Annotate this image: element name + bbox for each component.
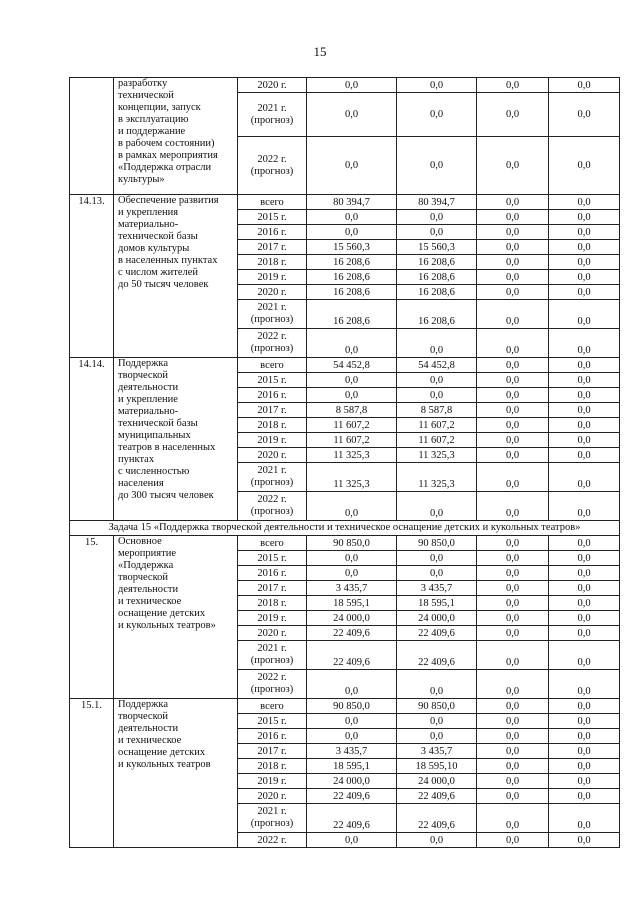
value-cell: 11 607,2 [307, 433, 397, 448]
task-row [70, 521, 620, 536]
value-cell: 0,0 [477, 774, 549, 789]
item-name-line: творческой [118, 370, 169, 381]
value-cell: 0,0 [549, 804, 620, 833]
value-cell: 11 325,3 [397, 448, 477, 463]
value-cell: 0,0 [477, 373, 549, 388]
value-cell: 24 000,0 [307, 774, 397, 789]
item-name-line: с числом жителей [118, 267, 199, 278]
item-name-line: муниципальных [118, 430, 191, 441]
table-row [70, 699, 620, 714]
value-cell: 0,0 [549, 373, 620, 388]
item-name-line: оснащение детских [118, 747, 206, 758]
value-cell: 16 208,6 [307, 270, 397, 285]
value-cell: 16 208,6 [397, 255, 477, 270]
value-cell: 0,0 [397, 329, 477, 358]
value-cell: 0,0 [549, 418, 620, 433]
value-cell: 16 208,6 [307, 300, 397, 329]
item-name-line: «Поддержка [118, 560, 174, 571]
item-name-line: в населенных пунктах [118, 255, 218, 266]
item-name-line: домов культуры [118, 243, 190, 254]
value-cell: 0,0 [549, 388, 620, 403]
value-cell: 0,0 [477, 566, 549, 581]
item-name [114, 78, 238, 195]
value-cell: 0,0 [477, 403, 549, 418]
item-name-line: технической базы [118, 231, 198, 242]
item-name-line: и техническое [118, 596, 182, 607]
year-cell: 2020 г. [238, 789, 307, 804]
value-cell: 0,0 [397, 729, 477, 744]
value-cell: 0,0 [307, 551, 397, 566]
value-cell: 0,0 [307, 137, 397, 195]
year-cell: 2018 г. [238, 255, 307, 270]
year-cell: 2019 г. [238, 774, 307, 789]
item-name-line: деятельности [118, 382, 179, 393]
value-cell: 0,0 [549, 699, 620, 714]
year-cell: 2015 г. [238, 210, 307, 225]
value-cell: 54 452,8 [307, 358, 397, 373]
year-cell: 2019 г. [238, 611, 307, 626]
year-cell: всего [238, 699, 307, 714]
item-name-line: и кукольных театров [118, 759, 211, 770]
year-cell: 2017 г. [238, 744, 307, 759]
item-name-line: культуры» [118, 174, 165, 185]
value-cell: 0,0 [477, 744, 549, 759]
value-cell: 0,0 [477, 210, 549, 225]
item-name-line: Обеспечение развития [118, 195, 219, 206]
value-cell: 0,0 [397, 225, 477, 240]
value-cell: 0,0 [549, 285, 620, 300]
value-cell: 0,0 [549, 448, 620, 463]
value-cell: 90 850,0 [397, 536, 477, 551]
item-name-line: и укрепление [118, 394, 178, 405]
year-cell: 2016 г. [238, 388, 307, 403]
value-cell: 0,0 [397, 714, 477, 729]
value-cell: 0,0 [477, 300, 549, 329]
value-cell: 0,0 [549, 300, 620, 329]
value-cell: 0,0 [477, 137, 549, 195]
item-name [114, 195, 238, 358]
value-cell: 80 394,7 [307, 195, 397, 210]
value-cell: 0,0 [477, 418, 549, 433]
year-cell: 2018 г. [238, 759, 307, 774]
year-cell: всего [238, 195, 307, 210]
value-cell: 0,0 [549, 195, 620, 210]
value-cell: 16 208,6 [397, 285, 477, 300]
item-name-line: технической [118, 90, 174, 101]
year-cell: 2019 г. [238, 270, 307, 285]
value-cell: 24 000,0 [397, 774, 477, 789]
item-name [114, 699, 238, 848]
year-cell: 2022 г. (прогноз) [238, 137, 307, 195]
value-cell: 11 607,2 [397, 418, 477, 433]
year-cell: 2016 г. [238, 225, 307, 240]
table-row [70, 358, 620, 373]
value-cell: 0,0 [307, 566, 397, 581]
value-cell: 0,0 [307, 729, 397, 744]
year-cell: 2019 г. [238, 433, 307, 448]
value-cell: 22 409,6 [307, 626, 397, 641]
item-name [114, 536, 238, 699]
value-cell: 0,0 [477, 388, 549, 403]
item-name-line: и поддержание [118, 126, 186, 137]
item-name-line: деятельности [118, 723, 179, 734]
value-cell: 22 409,6 [397, 789, 477, 804]
item-number: 14.14. [70, 358, 114, 521]
value-cell: 0,0 [397, 833, 477, 848]
value-cell: 0,0 [307, 670, 397, 699]
year-cell: 2015 г. [238, 373, 307, 388]
value-cell: 0,0 [549, 433, 620, 448]
value-cell: 0,0 [549, 774, 620, 789]
value-cell: 80 394,7 [397, 195, 477, 210]
value-cell: 0,0 [477, 714, 549, 729]
value-cell: 0,0 [549, 759, 620, 774]
year-cell: 2020 г. [238, 285, 307, 300]
value-cell: 0,0 [477, 433, 549, 448]
value-cell: 0,0 [549, 137, 620, 195]
value-cell: 0,0 [477, 536, 549, 551]
value-cell: 0,0 [477, 255, 549, 270]
item-name-line: в эксплуатацию [118, 114, 189, 125]
value-cell: 0,0 [397, 137, 477, 195]
value-cell: 0,0 [307, 714, 397, 729]
value-cell: 0,0 [307, 373, 397, 388]
value-cell: 0,0 [307, 225, 397, 240]
year-cell: 2015 г. [238, 714, 307, 729]
year-cell: 2021 г. (прогноз) [238, 804, 307, 833]
value-cell: 3 435,7 [307, 581, 397, 596]
year-cell: 2021 г. (прогноз) [238, 463, 307, 492]
value-cell: 11 607,2 [397, 433, 477, 448]
value-cell: 0,0 [549, 270, 620, 285]
value-cell: 0,0 [477, 551, 549, 566]
value-cell: 18 595,10 [397, 759, 477, 774]
value-cell: 0,0 [477, 804, 549, 833]
year-cell: всего [238, 358, 307, 373]
value-cell: 90 850,0 [307, 699, 397, 714]
value-cell: 0,0 [477, 225, 549, 240]
value-cell: 0,0 [397, 78, 477, 93]
item-name-line: оснащение детских [118, 608, 206, 619]
value-cell: 11 325,3 [397, 463, 477, 492]
value-cell: 0,0 [307, 388, 397, 403]
year-cell: 2017 г. [238, 581, 307, 596]
value-cell: 0,0 [477, 448, 549, 463]
value-cell: 0,0 [549, 255, 620, 270]
value-cell: 0,0 [549, 611, 620, 626]
value-cell: 0,0 [477, 729, 549, 744]
value-cell: 0,0 [549, 581, 620, 596]
item-name-line: Основное [118, 536, 162, 547]
item-name-line: «Поддержка отрасли [118, 162, 212, 173]
value-cell: 18 595,1 [307, 759, 397, 774]
value-cell: 0,0 [549, 93, 620, 137]
value-cell: 22 409,6 [307, 641, 397, 670]
value-cell: 0,0 [549, 566, 620, 581]
item-name-line: деятельности [118, 584, 179, 595]
value-cell: 0,0 [397, 210, 477, 225]
year-cell: 2022 г. [238, 833, 307, 848]
item-name-line: с численностью [118, 466, 190, 477]
value-cell: 0,0 [397, 551, 477, 566]
value-cell: 16 208,6 [397, 270, 477, 285]
value-cell: 0,0 [307, 93, 397, 137]
value-cell: 3 435,7 [307, 744, 397, 759]
value-cell: 22 409,6 [307, 804, 397, 833]
value-cell: 0,0 [397, 93, 477, 137]
value-cell: 0,0 [549, 641, 620, 670]
item-name-line: пунктах [118, 454, 155, 465]
value-cell: 15 560,3 [307, 240, 397, 255]
value-cell: 0,0 [549, 463, 620, 492]
value-cell: 0,0 [549, 596, 620, 611]
year-cell: 2018 г. [238, 418, 307, 433]
item-name-line: населения [118, 478, 164, 489]
value-cell: 0,0 [549, 210, 620, 225]
table-row [70, 536, 620, 551]
value-cell: 0,0 [477, 270, 549, 285]
value-cell: 0,0 [477, 833, 549, 848]
value-cell: 0,0 [477, 463, 549, 492]
item-name-line: творческой [118, 711, 169, 722]
value-cell: 0,0 [477, 670, 549, 699]
value-cell: 0,0 [477, 581, 549, 596]
budget-table [69, 77, 620, 848]
year-cell: 2022 г. (прогноз) [238, 329, 307, 358]
item-name-line: и техническое [118, 735, 182, 746]
value-cell: 0,0 [477, 759, 549, 774]
value-cell: 24 000,0 [307, 611, 397, 626]
value-cell: 22 409,6 [397, 626, 477, 641]
value-cell: 0,0 [549, 789, 620, 804]
item-name-line: разработку [118, 78, 168, 89]
value-cell: 0,0 [307, 210, 397, 225]
year-cell: 2021 г. (прогноз) [238, 93, 307, 137]
item-name-line: технической базы [118, 418, 198, 429]
value-cell: 0,0 [549, 833, 620, 848]
item-name-line: Поддержка [118, 699, 168, 710]
item-name-line: до 50 тысяч человек [118, 279, 209, 290]
item-name-line: в рабочем состоянии) [118, 138, 215, 149]
value-cell: 0,0 [477, 78, 549, 93]
value-cell: 15 560,3 [397, 240, 477, 255]
item-number: 15.1. [70, 699, 114, 848]
year-cell: 2020 г. [238, 448, 307, 463]
item-name-line: творческой [118, 572, 169, 583]
item-name-line: мероприятие [118, 548, 176, 559]
value-cell: 18 595,1 [307, 596, 397, 611]
value-cell: 0,0 [307, 329, 397, 358]
item-name-line: и укрепления [118, 207, 179, 218]
value-cell: 11 325,3 [307, 463, 397, 492]
value-cell: 0,0 [549, 744, 620, 759]
value-cell: 0,0 [307, 492, 397, 521]
value-cell: 3 435,7 [397, 744, 477, 759]
value-cell: 0,0 [549, 358, 620, 373]
value-cell: 90 850,0 [397, 699, 477, 714]
value-cell: 0,0 [477, 285, 549, 300]
value-cell: 0,0 [397, 670, 477, 699]
value-cell: 11 325,3 [307, 448, 397, 463]
value-cell: 22 409,6 [307, 789, 397, 804]
value-cell: 24 000,0 [397, 611, 477, 626]
value-cell: 22 409,6 [397, 641, 477, 670]
value-cell: 0,0 [549, 492, 620, 521]
item-number: 15. [70, 536, 114, 699]
item-name-line: в рамках мероприятия [118, 150, 218, 161]
value-cell: 0,0 [477, 626, 549, 641]
year-cell: 2016 г. [238, 729, 307, 744]
value-cell: 0,0 [397, 492, 477, 521]
value-cell: 54 452,8 [397, 358, 477, 373]
item-name [114, 358, 238, 521]
value-cell: 18 595,1 [397, 596, 477, 611]
value-cell: 0,0 [397, 373, 477, 388]
value-cell: 0,0 [477, 789, 549, 804]
year-cell: 2015 г. [238, 551, 307, 566]
value-cell: 0,0 [477, 699, 549, 714]
value-cell: 0,0 [549, 670, 620, 699]
value-cell: 0,0 [477, 240, 549, 255]
value-cell: 0,0 [397, 566, 477, 581]
value-cell: 11 607,2 [307, 418, 397, 433]
value-cell: 0,0 [477, 195, 549, 210]
item-number [70, 78, 114, 195]
year-cell: 2020 г. [238, 78, 307, 93]
value-cell: 0,0 [549, 329, 620, 358]
value-cell: 0,0 [549, 536, 620, 551]
year-cell: 2020 г. [238, 626, 307, 641]
item-name-line: Поддержка [118, 358, 168, 369]
item-name-line: материально- [118, 219, 179, 230]
page-number: 15 [313, 44, 327, 59]
value-cell: 0,0 [549, 403, 620, 418]
value-cell: 0,0 [549, 240, 620, 255]
year-cell: 2017 г. [238, 403, 307, 418]
year-cell: 2021 г. (прогноз) [238, 300, 307, 329]
year-cell: 2017 г. [238, 240, 307, 255]
task-title: Задача 15 «Поддержка творческой деятельности и техническое оснащение детских и кукольных театров» [70, 521, 620, 536]
value-cell: 0,0 [549, 626, 620, 641]
value-cell: 0,0 [477, 611, 549, 626]
value-cell: 0,0 [549, 225, 620, 240]
item-name-line: и кукольных театров» [118, 620, 216, 631]
value-cell: 0,0 [549, 714, 620, 729]
value-cell: 3 435,7 [397, 581, 477, 596]
table-row [70, 78, 620, 93]
value-cell: 22 409,6 [397, 804, 477, 833]
value-cell: 0,0 [477, 329, 549, 358]
value-cell: 0,0 [477, 641, 549, 670]
value-cell: 0,0 [549, 729, 620, 744]
year-cell: 2021 г. (прогноз) [238, 641, 307, 670]
item-name-line: до 300 тысяч человек [118, 490, 214, 501]
year-cell: 2018 г. [238, 596, 307, 611]
value-cell: 0,0 [397, 388, 477, 403]
year-cell: 2022 г. (прогноз) [238, 670, 307, 699]
value-cell: 16 208,6 [307, 255, 397, 270]
value-cell: 90 850,0 [307, 536, 397, 551]
value-cell: 0,0 [549, 78, 620, 93]
value-cell: 16 208,6 [397, 300, 477, 329]
table-row [70, 195, 620, 210]
item-name-line: театров в населенных [118, 442, 216, 453]
item-number: 14.13. [70, 195, 114, 358]
value-cell: 8 587,8 [397, 403, 477, 418]
year-cell: всего [238, 536, 307, 551]
year-cell: 2022 г. (прогноз) [238, 492, 307, 521]
value-cell: 0,0 [307, 833, 397, 848]
value-cell: 0,0 [477, 358, 549, 373]
value-cell: 0,0 [549, 551, 620, 566]
item-name-line: материально- [118, 406, 179, 417]
value-cell: 0,0 [307, 78, 397, 93]
value-cell: 0,0 [477, 93, 549, 137]
value-cell: 0,0 [477, 492, 549, 521]
item-name-line: концепции, запуск [118, 102, 201, 113]
year-cell: 2016 г. [238, 566, 307, 581]
value-cell: 8 587,8 [307, 403, 397, 418]
value-cell: 0,0 [477, 596, 549, 611]
value-cell: 16 208,6 [307, 285, 397, 300]
